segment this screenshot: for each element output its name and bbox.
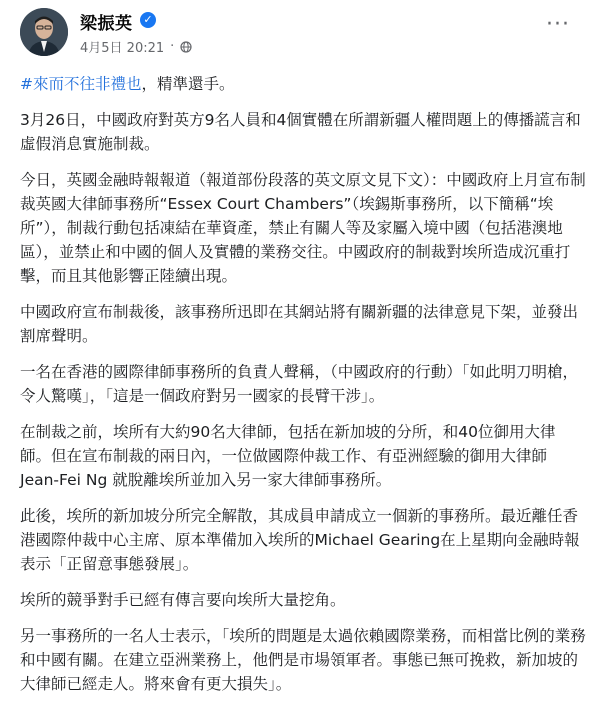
paragraph-6: 此後，埃所的新加坡分所完全解散，其成員申請成立一個新的事務所。最近離任香港國際仲裁中心主席、原本準備加入埃所的Michael Gearing在上星期向金融時報表示「正留意事態發展」。 [20, 507, 580, 573]
globe-icon[interactable] [180, 41, 192, 53]
post-body [20, 72, 586, 708]
post-header [0, 0, 600, 70]
avatar[interactable] [20, 8, 68, 56]
headline-text: ，精準還手。 [141, 75, 235, 93]
paragraph-3: 中國政府宣布制裁後，該事務所迅即在其網站將有關新疆的法律意見下架，並發出割席聲明。 [20, 303, 579, 345]
paragraph-2: 今日，英國金融時報報道（報道部份段落的英文原文見下文）：中國政府上月宣布制裁英國大律師事務所“Essex Court Chambers”（埃錫斯事務所，以下簡稱“埃所”），制裁行動包括凍結在華資產，禁止有關人等及家屬入境中國（包括港澳地區），並禁止和中國的個人及實體的業務交往。中國政府的制裁對埃所造成沉重打擊，而且其他影響正陸續出現。 [20, 171, 586, 285]
hashtag-link[interactable]: #來而不往非禮也 [20, 75, 142, 93]
paragraph-8: 另一事務所的一名人士表示，「埃所的問題是太過依賴國際業務，而相當比例的業務和中國有關。在建立亞洲業務上，他們是市場領軍者。事態已無可挽救，新加坡的大律師已經走人。將來會有更大損失」。 [20, 627, 586, 693]
paragraph-5: 在制裁之前，埃所有大約90名大律師，包括在新加坡的分所，和40位御用大律師。但在宣布制裁的兩日內，一位做國際仲裁工作、有亞洲經驗的御用大律師Jean-Fei Ng 就脫離埃所並加入另一家大律師事務所。 [20, 423, 556, 489]
paragraph-7: 埃所的競爭對手已經有傳言要向埃所大量挖角。 [20, 591, 346, 609]
more-options-icon[interactable]: ··· [546, 12, 570, 37]
paragraph-4: 一名在香港的國際律師事務所的負責人聲稱，（中國政府的行動）「如此明刀明槍，令人驚嘆」，「這是一個政府對另一國家的長臂干涉」。 [20, 363, 579, 405]
paragraph-1: 3月26日，中國政府對英方9名人員和4個實體在所謂新疆人權問題上的傳播謊言和虛假消息實施制裁。 [20, 111, 581, 153]
verified-badge-icon: ✓ [140, 12, 156, 28]
avatar-portrait [20, 8, 68, 56]
post-headline [20, 72, 586, 96]
dot-separator: · [170, 39, 175, 54]
post-timestamp[interactable]: 4月5日 20:21 [80, 41, 165, 56]
author-name[interactable]: 梁振英 [80, 14, 133, 34]
post-meta [80, 37, 192, 56]
